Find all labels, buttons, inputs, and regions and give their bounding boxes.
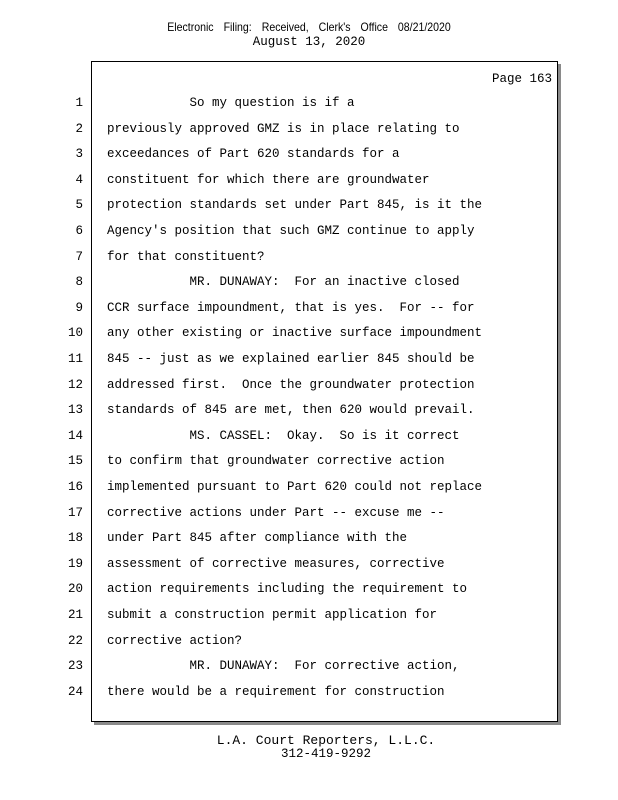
filing-stamp: Electronic Filing: Received, Clerk's Office 08/21/2020 (167, 20, 451, 34)
reporter-phone: 312-419-9292 (280, 747, 371, 761)
line-text: constituent for which there are groundwater (107, 172, 430, 187)
line-number: 24 (67, 684, 83, 699)
line-number: 13 (67, 403, 83, 418)
line-number: 22 (67, 633, 83, 648)
reporter-company: L.A. Court Reporters, L.L.C. (216, 733, 436, 748)
line-number: 10 (67, 326, 83, 341)
line-text: 845 -- just as we explained earlier 845 should be (107, 352, 475, 366)
line-number: 8 (75, 275, 83, 290)
line-text: under Part 845 after compliance with the (107, 531, 408, 546)
line-text: corrective actions under Part -- excuse me -- (107, 505, 445, 520)
line-text: MR. DUNAWAY: For an inactive closed (107, 275, 460, 290)
line-text: protection standards set under Part 845, is it the (107, 198, 483, 213)
line-text: implemented pursuant to Part 620 could not replace (107, 480, 483, 494)
line-text: there would be a requirement for construction (107, 684, 445, 699)
line-text: submit a construction permit application for (107, 608, 438, 622)
line-number: 11 (67, 352, 83, 366)
line-text: to confirm that groundwater corrective action (107, 454, 445, 469)
line-number: 18 (67, 531, 83, 546)
line-text: MS. CASSEL: Okay. So is it correct (107, 428, 460, 443)
line-number: 9 (75, 300, 83, 315)
line-number: 3 (75, 147, 83, 162)
line-text: So my question is if a (107, 96, 355, 110)
line-number: 4 (75, 172, 83, 187)
line-number: 2 (75, 121, 83, 136)
line-number: 15 (67, 454, 83, 469)
hearing-date: August 13, 2020 (252, 35, 366, 49)
line-number: 17 (67, 505, 83, 520)
line-number: 23 (67, 659, 83, 674)
page-number: Page 163 (491, 72, 552, 86)
line-number: 19 (67, 556, 83, 571)
line-text: for that constituent? (107, 249, 265, 264)
line-number: 5 (75, 198, 83, 213)
line-text: any other existing or inactive surface impoundment (107, 326, 483, 341)
line-number: 16 (67, 480, 83, 494)
line-number: 1 (75, 96, 83, 110)
line-text: exceedances of Part 620 standards for a (107, 147, 400, 162)
line-text: corrective action? (107, 633, 243, 648)
line-text: CCR surface impoundment, that is yes. For -- for (107, 300, 475, 315)
line-text: Agency's position that such GMZ continue to apply (107, 224, 475, 238)
line-text: previously approved GMZ is in place relating to (107, 121, 460, 136)
line-number: 20 (67, 582, 83, 597)
line-number: 12 (67, 377, 83, 392)
line-text: addressed first. Once the groundwater protection (107, 377, 475, 392)
line-number: 21 (67, 608, 83, 622)
line-text: action requirements including the requirement to (107, 582, 468, 597)
line-number: 14 (67, 428, 83, 443)
line-number: 7 (75, 249, 83, 264)
line-text: standards of 845 are met, then 620 would prevail. (107, 403, 475, 418)
line-text: MR. DUNAWAY: For corrective action, (107, 659, 460, 674)
line-text: assessment of corrective measures, corrective (107, 556, 445, 571)
line-number: 6 (75, 224, 83, 238)
